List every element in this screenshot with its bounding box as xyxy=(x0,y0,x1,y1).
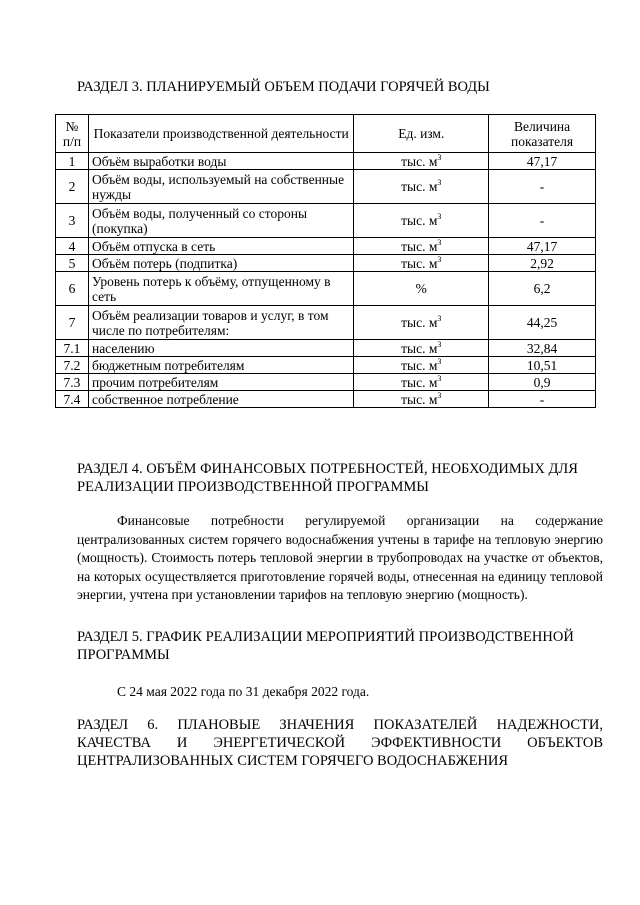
row-value: - xyxy=(489,204,596,238)
row-indicator: Объём потерь (подпитка) xyxy=(88,255,353,272)
row-num: 7.1 xyxy=(56,340,89,357)
section-5-paragraph: С 24 мая 2022 года по 31 декабря 2022 года. xyxy=(117,684,370,699)
row-indicator: Объём воды, полученный со стороны (покупка) xyxy=(88,204,353,238)
table-row xyxy=(56,374,596,391)
unit-text: тыс. м xyxy=(401,153,438,169)
table-row xyxy=(56,255,596,272)
unit-text: тыс. м xyxy=(401,340,438,356)
unit-superscript: 3 xyxy=(437,373,442,383)
table-row xyxy=(56,340,596,357)
unit-superscript: 3 xyxy=(437,237,442,247)
row-num: 6 xyxy=(56,272,89,306)
row-num: 7 xyxy=(56,306,89,340)
unit-superscript: 3 xyxy=(437,152,442,162)
header-unit: Ед. изм. xyxy=(354,115,489,153)
table-row xyxy=(56,357,596,374)
row-value: 2,92 xyxy=(489,255,596,272)
row-unit xyxy=(354,238,489,255)
unit-superscript: 3 xyxy=(437,178,442,187)
row-num: 7.2 xyxy=(56,357,89,374)
row-value: - xyxy=(489,391,596,408)
row-unit xyxy=(354,255,489,272)
row-indicator: бюджетным потребителям xyxy=(88,357,353,374)
section-6-title-line-3: ЦЕНТРАЛИЗОВАННЫХ СИСТЕМ ГОРЯЧЕГО ВОДОСНАБЖЕНИЯ xyxy=(77,753,509,769)
unit-text: тыс. м xyxy=(401,213,438,228)
row-value: 0,9 xyxy=(489,374,596,391)
section-3-title: РАЗДЕЛ 3. ПЛАНИРУЕМЫЙ ОБЪЕМ ПОДАЧИ ГОРЯЧЕЙ ВОДЫ xyxy=(77,79,490,95)
section-4-paragraph: Финансовые потребности регулируемой организации на содержание централизованных систем горячего водоснабжения учтены в тарифе на тепловую энергию (мощность). Стоимость потерь тепловой энергии в трубопроводах на участке от объектов, на которых осуществляется приготовление горячей воды, отнесенная на единицу тепловой энергии, учтена при установлении тарифов на тепловую энергию (мощность). xyxy=(77,513,603,602)
section-6-title-line-2: КАЧЕСТВА И ЭНЕРГЕТИЧЕСКОЙ ЭФФЕКТИВНОСТИ ОБЪЕКТОВ xyxy=(77,735,603,751)
header-num: № п/п xyxy=(56,115,89,153)
unit-superscript: 3 xyxy=(437,390,442,400)
header-value: Величина показателя xyxy=(489,115,596,153)
unit-text: тыс. м xyxy=(401,179,438,194)
row-unit xyxy=(354,153,489,170)
section-4-title: РАЗДЕЛ 4. ОБЪЁМ ФИНАНСОВЫХ ПОТРЕБНОСТЕЙ, НЕОБХОДИМЫХ ДЛЯ РЕАЛИЗАЦИИ ПРОИЗВОДСТВЕННОЙ ПРОГРАММЫ xyxy=(77,461,578,495)
row-indicator: Объём воды, используемый на собственные нужды xyxy=(88,170,353,204)
row-indicator: населению xyxy=(88,340,353,357)
row-num: 5 xyxy=(56,255,89,272)
table-row xyxy=(56,391,596,408)
table-header-row xyxy=(56,115,596,153)
row-indicator: Объём выработки воды xyxy=(88,153,353,170)
row-unit xyxy=(354,170,489,204)
row-indicator: прочим потребителям xyxy=(88,374,353,391)
unit-text: тыс. м xyxy=(401,315,438,330)
table-row xyxy=(56,306,596,340)
row-value: 44,25 xyxy=(489,306,596,340)
row-indicator: Уровень потерь к объёму, отпущенному в сеть xyxy=(88,272,353,306)
row-unit xyxy=(354,306,489,340)
unit-text: тыс. м xyxy=(401,238,438,254)
hot-water-volume-table xyxy=(55,114,596,408)
row-unit xyxy=(354,204,489,238)
unit-text: тыс. м xyxy=(401,357,438,373)
table-row xyxy=(56,238,596,255)
row-value: 6,2 xyxy=(489,272,596,306)
unit-superscript: 3 xyxy=(437,339,442,349)
row-num: 2 xyxy=(56,170,89,204)
unit-text: тыс. м xyxy=(401,374,438,390)
row-unit xyxy=(354,357,489,374)
section-5-title: РАЗДЕЛ 5. ГРАФИК РЕАЛИЗАЦИИ МЕРОПРИЯТИЙ ПРОИЗВОДСТВЕННОЙ ПРОГРАММЫ xyxy=(77,629,574,663)
row-unit xyxy=(354,391,489,408)
section-6-title-line-1: РАЗДЕЛ 6. ПЛАНОВЫЕ ЗНАЧЕНИЯ ПОКАЗАТЕЛЕЙ НАДЕЖНОСТИ, xyxy=(77,717,603,733)
row-unit xyxy=(354,374,489,391)
row-value: - xyxy=(489,170,596,204)
unit-text: тыс. м xyxy=(401,391,438,407)
row-value: 47,17 xyxy=(489,153,596,170)
unit-text: % xyxy=(415,281,427,296)
unit-superscript: 3 xyxy=(437,254,442,264)
row-value: 32,84 xyxy=(489,340,596,357)
unit-superscript: 3 xyxy=(437,356,442,366)
row-num: 3 xyxy=(56,204,89,238)
row-unit xyxy=(354,272,489,306)
section-6-title xyxy=(77,716,603,770)
table-row xyxy=(56,272,596,306)
row-num: 4 xyxy=(56,238,89,255)
unit-superscript: 3 xyxy=(437,212,442,221)
table-row xyxy=(56,170,596,204)
row-indicator: Объём реализации товаров и услуг, в том числе по потребителям: xyxy=(88,306,353,340)
row-num: 1 xyxy=(56,153,89,170)
row-value: 10,51 xyxy=(489,357,596,374)
row-value: 47,17 xyxy=(489,238,596,255)
unit-superscript: 3 xyxy=(437,314,442,323)
row-indicator: Объём отпуска в сеть xyxy=(88,238,353,255)
table-body xyxy=(56,153,596,408)
row-num: 7.3 xyxy=(56,374,89,391)
unit-text: тыс. м xyxy=(401,255,438,271)
table-row xyxy=(56,153,596,170)
table-row xyxy=(56,204,596,238)
row-unit xyxy=(354,340,489,357)
row-num: 7.4 xyxy=(56,391,89,408)
row-indicator: собственное потребление xyxy=(88,391,353,408)
header-indicator: Показатели производственной деятельности xyxy=(88,115,353,153)
